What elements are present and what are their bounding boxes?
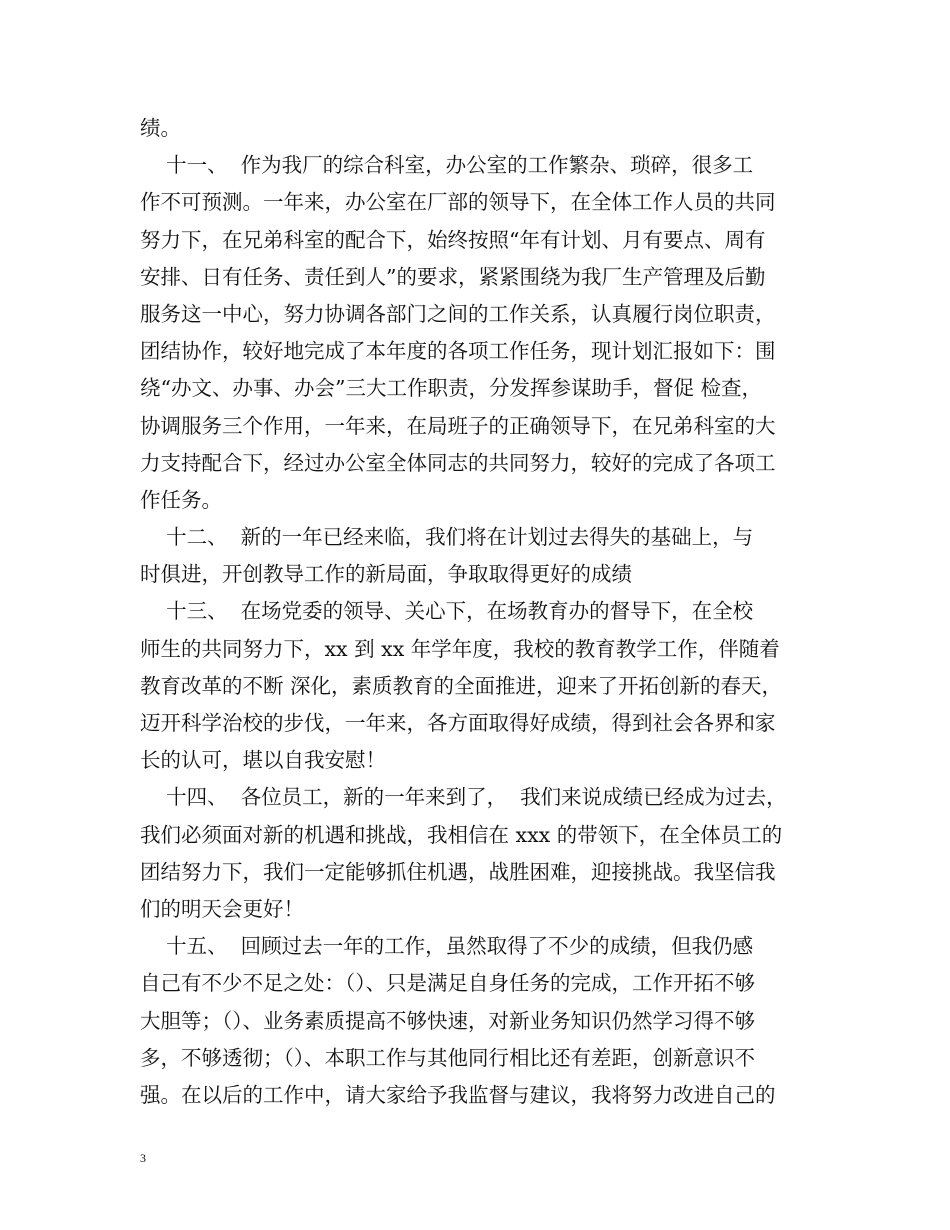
text-line: 十五、 回顾过去一年的工作，虽然取得了不少的成绩，但我仍感: [140, 934, 754, 959]
text-line: 团结努力下，我们一定能够抓住机遇，战胜困难，迎接挑战。我坚信我: [140, 859, 776, 884]
text-line: 自己有不少不足之处：（）、只是满足自身任务的完成，工作开拓不够: [140, 971, 755, 996]
text-line: 作不可预测。一年来，办公室在厂部的领导下，在全体工作人员的共同: [140, 190, 776, 215]
text-line: 协调服务三个作用，一年来，在局班子的正确领导下，在兄弟科室的大: [140, 413, 776, 438]
text-line: 长的认可，堪以自我安慰！: [140, 748, 386, 773]
text-line: 力支持配合下，经过办公室全体同志的共同努力，较好的完成了各项工: [140, 450, 776, 475]
text-line: 教育改革的不断 深化，素质教育的全面推进，迎来了开拓创新的春天，: [140, 673, 783, 698]
text-line: 十三、 在场党委的领导、关心下，在场教育办的督导下，在全校: [140, 599, 754, 624]
text-line: 十二、 新的一年已经来临，我们将在计划过去得失的基础上，与: [140, 525, 754, 550]
page-number: 3: [140, 1151, 146, 1165]
text-line: 努力下，在兄弟科室的配合下，始终按照“年有计划、月有要点、周有: [140, 227, 766, 252]
text-line: 多，不够透彻；（）、本职工作与其他同行相比还有差距，创新意识不: [140, 1045, 755, 1070]
text-line: 安排、日有任务、责任到人”的要求，紧紧围绕为我厂生产管理及后勤: [140, 264, 766, 289]
text-line: 们的明天会更好！: [140, 896, 304, 921]
text-line: 时俱进，开创教导工作的新局面，争取取得更好的成绩: [140, 562, 632, 587]
text-line: 团结协作，较好地完成了本年度的各项工作任务，现计划汇报如下：围: [140, 339, 776, 364]
text-line: 强。在以后的工作中，请大家给予我监督与建议，我将努力改进自己的: [140, 1082, 776, 1107]
text-line: 师生的共同努力下，xx 到 xx 年学年度，我校的教育教学工作，伴随着: [140, 636, 780, 661]
text-line: 迈开科学治校的步伐，一年来，各方面取得好成绩，得到社会各界和家: [140, 711, 776, 735]
text-line: 十一、 作为我厂的综合科室，办公室的工作繁杂、琐碎，很多工: [140, 153, 754, 178]
text-line: 绩。: [140, 116, 181, 140]
text-line: 我们必须面对新的机遇和挑战，我相信在 xxx 的带领下，在全体员工的: [140, 822, 783, 847]
text-line: 大胆等；（）、业务素质提高不够快速，对新业务知识仍然学习得不够: [140, 1008, 755, 1033]
text-line: 绕“办文、办事、办会”三大工作职责，分发挥参谋助手，督促 检查，: [140, 376, 762, 401]
body-text: [140, 110, 820, 1114]
text-line: 服务这一中心，努力协调各部门之间的工作关系，认真履行岗位职责，: [140, 301, 776, 326]
text-line: 作任务。: [140, 487, 222, 512]
text-line: 十四、 各位员工，新的一年来到了， 我们来说成绩已经成为过去，: [140, 785, 787, 810]
